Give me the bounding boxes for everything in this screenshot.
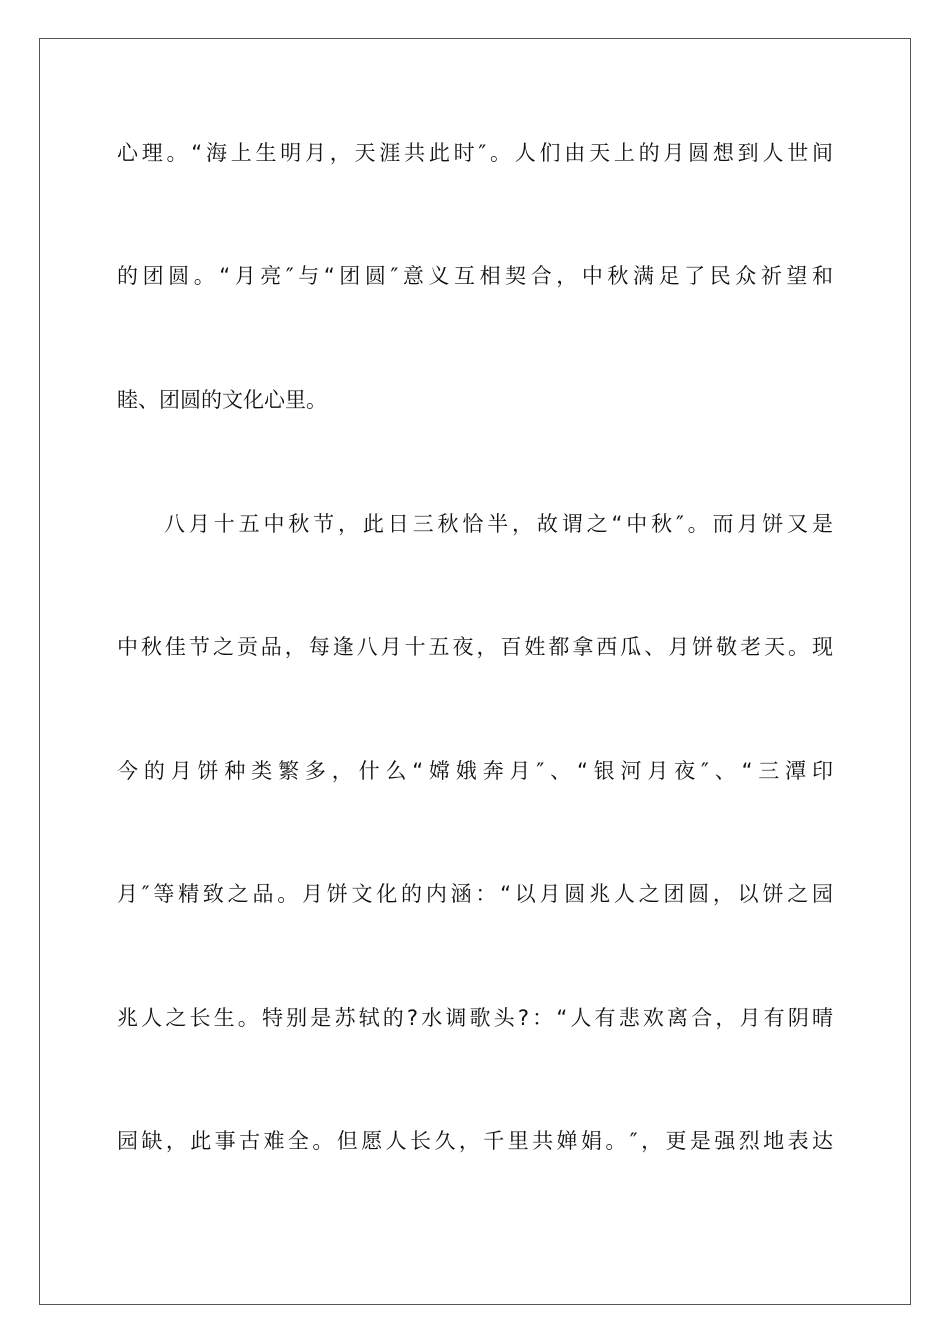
text-line-4: 八月十五中秋节，此日三秋恰半，故谓之“中秋″。而月饼又是 [164, 512, 833, 536]
text-line-3: 睦、团圆的文化心里。 [117, 388, 327, 412]
page-border [39, 38, 911, 1305]
text-line-5: 中秋佳节之贡品，每逢八月十五夜，百姓都拿西瓜、月饼敬老天。现 [117, 635, 833, 659]
text-line-9: 园缺，此事古难全。但愿人长久，千里共婵娟。″，更是强烈地表达 [117, 1129, 833, 1153]
text-line-7: 月″等精致之品。月饼文化的内涵：“以月圆兆人之团圆，以饼之园 [117, 882, 833, 906]
text-line-8: 兆人之长生。特别是苏轼的?水调歌头?：“人有悲欢离合，月有阴晴 [117, 1006, 833, 1030]
text-line-6: 今的月饼种类繁多，什么“嫦娥奔月″、“银河月夜″、“三潭印 [117, 759, 833, 783]
text-line-1: 心理。“海上生明月，天涯共此时″。人们由天上的月圆想到人世间 [117, 141, 833, 165]
text-line-2: 的团圆。“月亮″与“团圆″意义互相契合，中秋满足了民众祈望和 [117, 264, 833, 288]
